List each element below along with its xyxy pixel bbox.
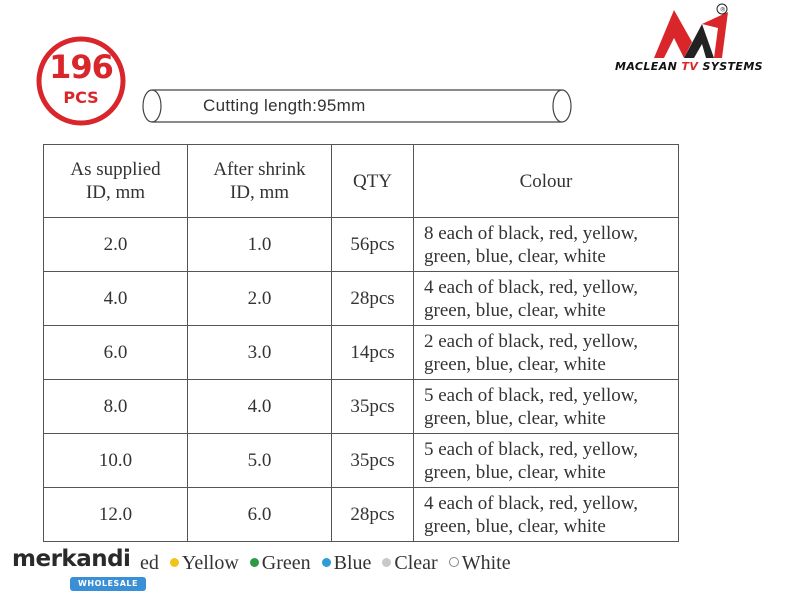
- cell-qty: 56pcs: [332, 218, 414, 272]
- header-as-supplied-line2: ID, mm: [85, 182, 146, 203]
- table-row: [44, 326, 679, 380]
- legend-item-yellow: [170, 552, 239, 574]
- cell-colour: [414, 434, 679, 488]
- header-as-supplied: [44, 145, 188, 218]
- cell-qty: 35pcs: [332, 380, 414, 434]
- table-row: [44, 434, 679, 488]
- cell-after-shrink: 5.0: [188, 434, 332, 488]
- cell-supplied: 12.0: [44, 488, 188, 542]
- maclean-logo-icon: [640, 2, 752, 66]
- merkandi-watermark-name: merkandi: [12, 546, 131, 572]
- legend-item-clear: [382, 552, 437, 574]
- brand-name-part3: SYSTEMS: [698, 60, 764, 73]
- cell-supplied: 8.0: [44, 380, 188, 434]
- cell-after-shrink: 6.0: [188, 488, 332, 542]
- cell-colour-line1: 4 each of black, red, yellow,: [424, 276, 639, 298]
- cell-colour-line1: 8 each of black, red, yellow,: [424, 222, 639, 244]
- brand-name-part1: MACLEAN: [614, 60, 682, 73]
- green-dot-icon: [250, 558, 259, 567]
- cell-after-shrink: 4.0: [188, 380, 332, 434]
- cell-colour: [414, 218, 679, 272]
- colour-legend: [140, 552, 517, 575]
- cell-colour-line2: green, blue, clear, white: [424, 299, 606, 321]
- cell-colour-line1: 4 each of black, red, yellow,: [424, 492, 639, 514]
- legend-label-white: White: [461, 552, 511, 574]
- cell-colour-line1: 5 each of black, red, yellow,: [424, 438, 639, 460]
- table-row: [44, 488, 679, 542]
- header-colour: Colour: [414, 145, 679, 218]
- header-as-supplied-line1: As supplied: [70, 159, 161, 180]
- header-after-shrink-line2: ID, mm: [229, 182, 290, 203]
- header-qty: QTY: [332, 145, 414, 218]
- legend-label-clear: Clear: [394, 552, 438, 574]
- cell-colour: [414, 272, 679, 326]
- cell-colour-line2: green, blue, clear, white: [424, 461, 606, 483]
- table-header-row: [44, 145, 679, 218]
- badge-unit: PCS: [63, 88, 99, 107]
- legend-item-blue: [322, 552, 372, 574]
- cell-supplied: 4.0: [44, 272, 188, 326]
- cell-qty: 35pcs: [332, 434, 414, 488]
- cell-qty: 28pcs: [332, 272, 414, 326]
- cell-after-shrink: 3.0: [188, 326, 332, 380]
- cell-colour: [414, 380, 679, 434]
- pcs-count-badge: [36, 36, 126, 126]
- merkandi-watermark-tag: WHOLESALE: [70, 577, 146, 591]
- cell-colour-line1: 2 each of black, red, yellow,: [424, 330, 639, 352]
- cell-after-shrink: 1.0: [188, 218, 332, 272]
- brand-name-part2: TV: [681, 60, 699, 73]
- clear-dot-icon: [382, 558, 391, 567]
- cell-supplied: 10.0: [44, 434, 188, 488]
- cell-colour-line1: 5 each of black, red, yellow,: [424, 384, 639, 406]
- cutting-length-label: Cutting length:95mm: [203, 96, 366, 115]
- header-after-shrink: [188, 145, 332, 218]
- table-row: [44, 272, 679, 326]
- brand-name: [582, 60, 796, 73]
- cell-colour: [414, 326, 679, 380]
- white-dot-icon: [449, 557, 459, 567]
- specification-table: [43, 144, 679, 542]
- cell-colour-line2: green, blue, clear, white: [424, 353, 606, 375]
- legend-item-white: [449, 552, 511, 574]
- cell-colour: [414, 488, 679, 542]
- legend-label-blue: Blue: [333, 552, 372, 574]
- cell-colour-line2: green, blue, clear, white: [424, 515, 606, 537]
- legend-item-green: [250, 552, 311, 574]
- header-after-shrink-line1: After shrink: [213, 159, 306, 180]
- cell-supplied: 6.0: [44, 326, 188, 380]
- table-row: [44, 380, 679, 434]
- badge-number: 196: [49, 48, 113, 86]
- cell-qty: 14pcs: [332, 326, 414, 380]
- cell-qty: 28pcs: [332, 488, 414, 542]
- registered-mark: ®: [719, 6, 726, 14]
- yellow-dot-icon: [170, 558, 179, 567]
- cell-after-shrink: 2.0: [188, 272, 332, 326]
- table-row: [44, 218, 679, 272]
- blue-dot-icon: [322, 558, 331, 567]
- legend-label-yellow: Yellow: [181, 552, 239, 574]
- cell-supplied: 2.0: [44, 218, 188, 272]
- legend-label-green: Green: [261, 552, 311, 574]
- cell-colour-line2: green, blue, clear, white: [424, 407, 606, 429]
- cell-colour-line2: green, blue, clear, white: [424, 245, 606, 267]
- legend-item-partial: ed: [140, 552, 159, 574]
